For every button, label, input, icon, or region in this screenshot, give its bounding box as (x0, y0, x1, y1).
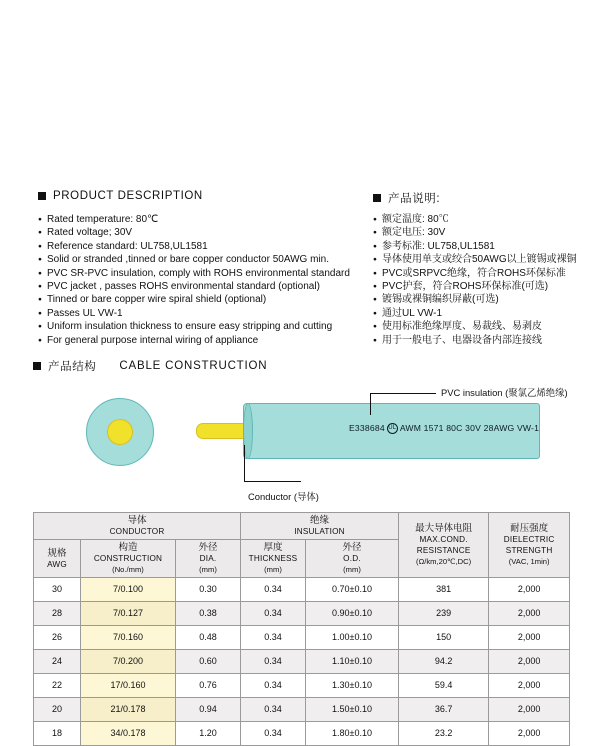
column-group-conductor (34, 513, 241, 540)
column-insulation-od-cn: 外径 (342, 542, 362, 553)
column-thickness-en: THICKNESS (248, 554, 298, 563)
square-bullet-icon (33, 362, 41, 370)
list-item: ● Rated voltage; 30V (38, 226, 368, 239)
callout-insulation: PVC insulation (聚氯乙烯绝缘) (441, 387, 568, 398)
cell-construction: 21/0.178 (81, 698, 176, 722)
cell-dielectric: 2,000 (489, 698, 570, 722)
section-heading-label-en: CABLE CONSTRUCTION (119, 360, 268, 372)
cell-insulation-od: 1.80±0.10 (306, 722, 399, 746)
table-row (34, 578, 570, 602)
cell-construction: 7/0.100 (81, 578, 176, 602)
cell-thickness: 0.34 (241, 674, 306, 698)
cell-insulation-od: 0.90±0.10 (306, 602, 399, 626)
ul-logo-icon: UL (387, 423, 398, 434)
column-conductor-dia-unit: (mm) (199, 565, 217, 574)
cell-awg: 30 (34, 578, 81, 602)
list-item: ● PVC SR-PVC insulation, comply with ROHS environmental standard (38, 267, 368, 280)
section-heading-product-description-cn (373, 190, 440, 206)
table-row (34, 698, 570, 722)
cell-conductor-dia: 0.48 (176, 626, 241, 650)
specification-table (33, 512, 570, 746)
cell-awg: 26 (34, 626, 81, 650)
list-item: ● 额定温度: 80℃ (373, 213, 598, 226)
column-thickness (241, 540, 306, 578)
cell-insulation-od: 1.50±0.10 (306, 698, 399, 722)
cell-dielectric: 2,000 (489, 674, 570, 698)
table-group-header-row (34, 513, 570, 540)
column-dielectric-en2: STRENGTH (505, 546, 553, 555)
table-body (34, 578, 570, 746)
cell-construction: 7/0.160 (81, 626, 176, 650)
column-awg-en: AWG (47, 559, 67, 569)
table-row (34, 722, 570, 746)
list-item: ● 使用标准绝缘厚度、易裁线、易剥皮 (373, 320, 598, 333)
column-resistance (399, 513, 489, 578)
table-header (34, 513, 570, 578)
column-dielectric-cn: 耐压强度 (510, 523, 549, 534)
column-conductor-dia-cn: 外径 (198, 542, 218, 553)
cable-print-legend (349, 423, 539, 434)
cell-thickness: 0.34 (241, 626, 306, 650)
column-conductor-dia-en: DIA. (199, 554, 217, 563)
column-awg (34, 540, 81, 578)
list-item: ● Rated temperature: 80℃ (38, 213, 368, 226)
cell-awg: 22 (34, 674, 81, 698)
column-construction-unit: (No./mm) (112, 565, 144, 574)
column-conductor-dia (176, 540, 241, 578)
column-construction-en: CONSTRUCTION (93, 554, 163, 563)
table-row (34, 626, 570, 650)
cell-construction: 17/0.160 (81, 674, 176, 698)
section-heading-label: PRODUCT DESCRIPTION (53, 190, 203, 202)
list-item: ● 导体使用单支或绞合50AWG以上镀锡或裸铜 (373, 253, 598, 266)
list-item: ● 额定电压: 30V (373, 226, 598, 239)
list-item: ● PVC护套，符合ROHS环保标准(可选) (373, 280, 598, 293)
column-dielectric (489, 513, 570, 578)
cell-conductor-dia: 1.20 (176, 722, 241, 746)
cell-resistance: 23.2 (399, 722, 489, 746)
cell-construction: 7/0.200 (81, 650, 176, 674)
column-insulation-od-unit: (mm) (343, 565, 361, 574)
column-thickness-cn: 厚度 (263, 542, 283, 553)
cable-construction-diagram (0, 385, 603, 505)
cell-dielectric: 2,000 (489, 578, 570, 602)
column-insulation-od-en: O.D. (343, 554, 361, 563)
column-group-insulation (241, 513, 399, 540)
cell-awg: 28 (34, 602, 81, 626)
square-bullet-icon (38, 192, 46, 200)
cell-conductor-dia: 0.30 (176, 578, 241, 602)
column-resistance-unit: (Ω/km,20℃,DC) (416, 557, 472, 566)
column-group-conductor-en: CONDUCTOR (109, 527, 165, 536)
leader-line (244, 445, 245, 482)
table-row (34, 674, 570, 698)
leader-line (370, 393, 436, 394)
cell-thickness: 0.34 (241, 650, 306, 674)
square-bullet-icon (373, 194, 381, 202)
cell-awg: 24 (34, 650, 81, 674)
list-item: ● Uniform insulation thickness to ensure easy stripping and cutting (38, 320, 368, 333)
cell-insulation-od: 1.00±0.10 (306, 626, 399, 650)
column-construction-cn: 构造 (118, 542, 138, 553)
description-list-cn (373, 213, 598, 347)
cell-insulation-od: 1.10±0.10 (306, 650, 399, 674)
list-item: ● 用于一般电子、电器设备内部连接线 (373, 334, 598, 347)
cell-construction: 7/0.127 (81, 602, 176, 626)
table-row (34, 602, 570, 626)
cell-insulation-od: 0.70±0.10 (306, 578, 399, 602)
column-insulation-od (306, 540, 399, 578)
list-item: ● 通过UL VW-1 (373, 307, 598, 320)
cell-dielectric: 2,000 (489, 602, 570, 626)
column-resistance-en1: MAX.COND. (419, 535, 468, 544)
cell-dielectric: 2,000 (489, 650, 570, 674)
cell-conductor-dia: 0.76 (176, 674, 241, 698)
leader-line (370, 393, 371, 415)
cross-section-jacket-icon (86, 398, 154, 466)
table-row (34, 650, 570, 674)
list-item: ● Solid or stranded ,tinned or bare copper conductor 50AWG min. (38, 253, 368, 266)
column-resistance-cn: 最大导体电阻 (415, 523, 473, 534)
cross-section-conductor-icon (107, 419, 133, 445)
column-dielectric-unit: (VAC, 1min) (508, 557, 550, 566)
cell-resistance: 239 (399, 602, 489, 626)
list-item: ● 参考标准: UL758,UL1581 (373, 240, 598, 253)
cell-awg: 18 (34, 722, 81, 746)
column-construction (81, 540, 176, 578)
cell-resistance: 36.7 (399, 698, 489, 722)
column-awg-cn: 规格 (47, 547, 67, 559)
cell-insulation-od: 1.30±0.10 (306, 674, 399, 698)
cell-dielectric: 2,000 (489, 626, 570, 650)
section-heading-label-cn: 产品结构 (48, 361, 97, 373)
column-group-insulation-en: INSULATION (294, 527, 345, 536)
column-group-conductor-cn: 导体 (127, 515, 147, 526)
list-item: ● Passes UL VW-1 (38, 307, 368, 320)
cell-dielectric: 2,000 (489, 722, 570, 746)
list-item: ● Tinned or bare copper wire spiral shield (optional) (38, 293, 368, 306)
column-resistance-en2: RESISTANCE (416, 546, 471, 555)
section-heading-cable-construction (33, 358, 267, 374)
cell-conductor-dia: 0.94 (176, 698, 241, 722)
cell-thickness: 0.34 (241, 602, 306, 626)
cell-resistance: 381 (399, 578, 489, 602)
section-heading-product-description (38, 190, 203, 202)
cell-thickness: 0.34 (241, 578, 306, 602)
list-item: ● PVC或SRPVC绝缘，符合ROHS环保标准 (373, 267, 598, 280)
description-list-en (38, 213, 368, 347)
print-legend-suffix: AWM 1571 80C 30V 28AWG VW-1 (399, 423, 540, 433)
list-item: ● For general purpose internal wiring of appliance (38, 334, 368, 347)
cell-resistance: 59.4 (399, 674, 489, 698)
section-heading-label-cn: 产品说明: (388, 193, 441, 205)
leader-line (244, 481, 301, 482)
cell-conductor-dia: 0.38 (176, 602, 241, 626)
cell-thickness: 0.34 (241, 722, 306, 746)
print-legend-prefix: E338684 (349, 423, 385, 433)
cell-thickness: 0.34 (241, 698, 306, 722)
list-item: ● 镀锡或裸铜编织屏蔽(可选) (373, 293, 598, 306)
callout-conductor: Conductor (导体) (248, 491, 319, 502)
list-item: ● PVC jacket , passes ROHS environmental standard (optional) (38, 280, 368, 293)
column-thickness-unit: (mm) (264, 565, 282, 574)
column-group-insulation-cn: 绝缘 (309, 515, 329, 526)
cell-awg: 20 (34, 698, 81, 722)
cell-construction: 34/0.178 (81, 722, 176, 746)
list-item: ● Reference standard: UL758,UL1581 (38, 240, 368, 253)
cell-resistance: 94.2 (399, 650, 489, 674)
cell-resistance: 150 (399, 626, 489, 650)
column-dielectric-en1: DIELECTRIC (503, 535, 555, 544)
cell-conductor-dia: 0.60 (176, 650, 241, 674)
